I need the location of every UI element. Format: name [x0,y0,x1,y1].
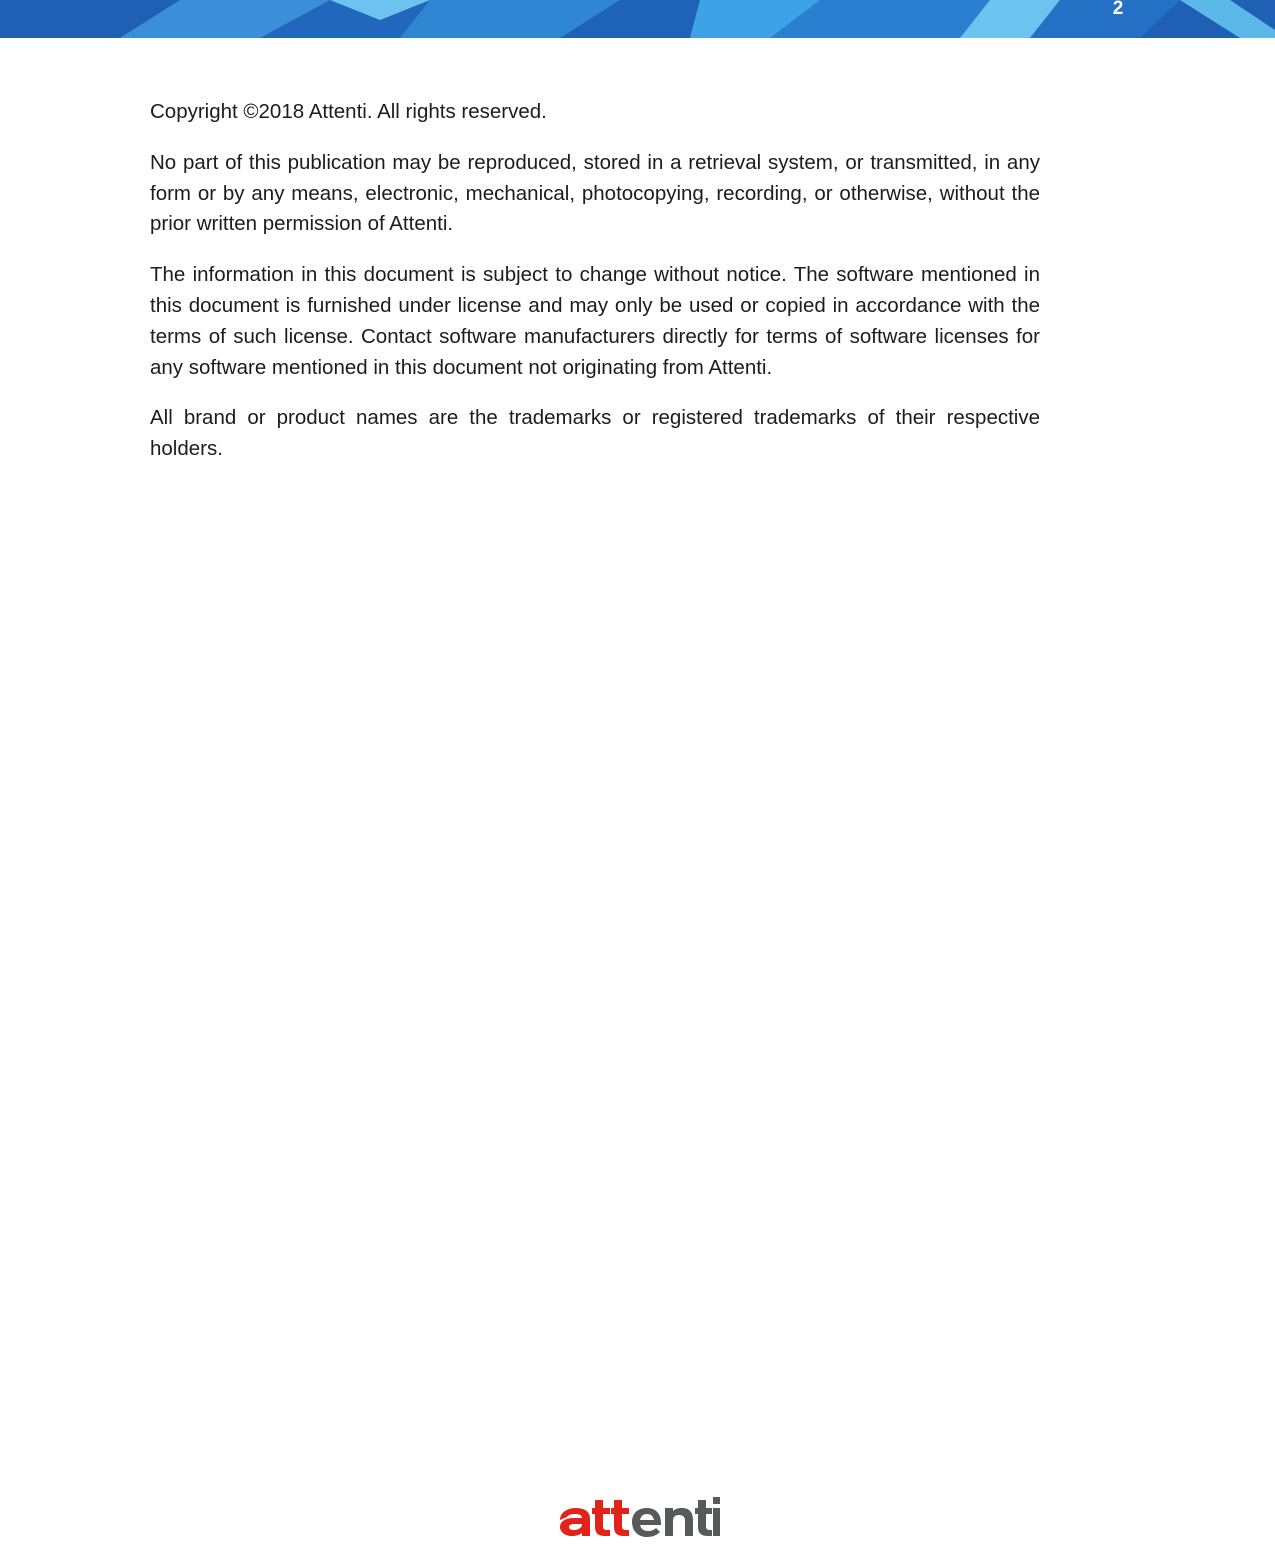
attenti-logo [558,1490,720,1540]
header-banner-graphic [0,0,1275,38]
copyright-paragraph: Copyright ©2018 Attenti. All rights reserved. [150,100,547,123]
reproduction-notice-paragraph: No part of this publication may be reproduced, stored in a retrieval system, or transmitted, in any form or by any means, electronic, mechanical, photocopying, recording, or otherwise, without the prior written permission of Attenti. [150,150,1040,236]
trademark-notice-paragraph: All brand or product names are the trademarks or registered trademarks of their respective holders. [150,406,1040,461]
header-banner [0,0,1275,38]
attenti-logo-icon [558,1490,720,1540]
document-body [150,97,1040,485]
license-notice-paragraph: The information in this document is subject to change without notice. The software mentioned in this document is furnished under license and may only be used or copied in accordance with the terms of such license. Contact software manufacturers directly for terms of software licenses for any software mentioned in this document not originating from Attenti. [150,263,1040,379]
page-number: 2 [1112,0,1124,19]
